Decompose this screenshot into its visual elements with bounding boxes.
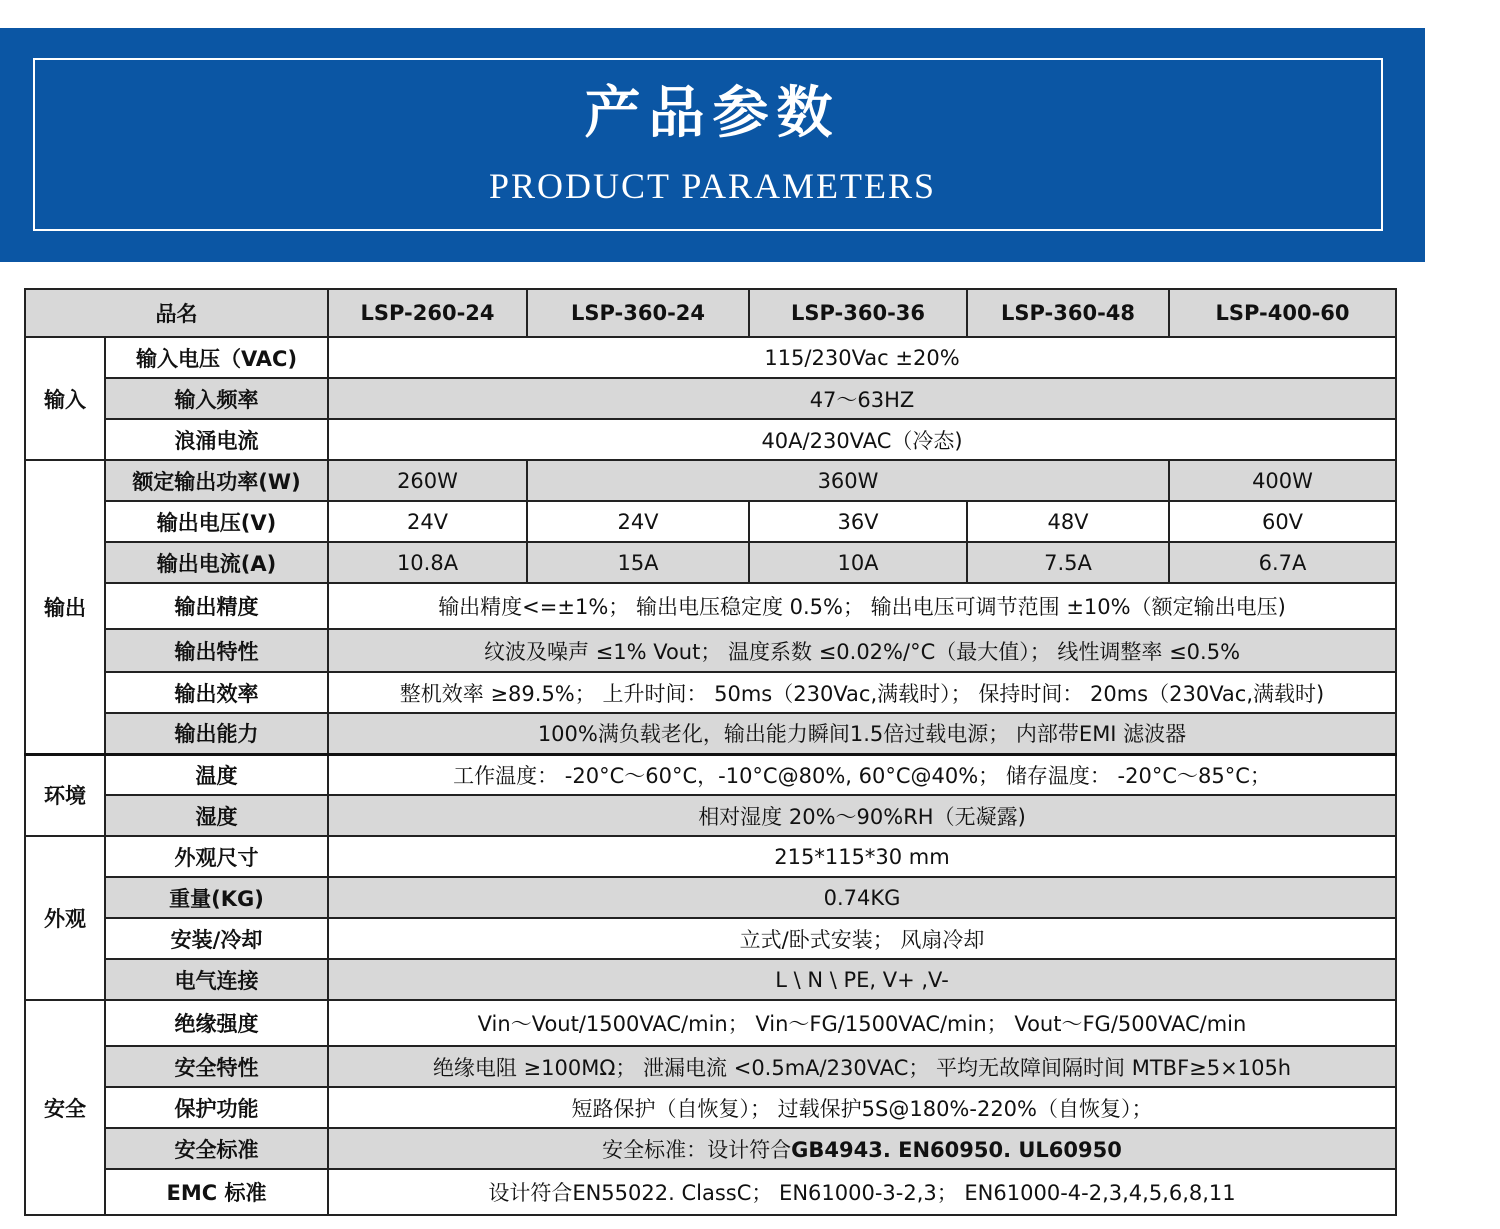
table-row (25, 337, 1396, 378)
value-safety-characteristics: 绝缘电阻 ≥100MΩ； 泄漏电流 <0.5mA/230VAC； 平均无故障间隔时间 MTBF≥5×105h (328, 1046, 1396, 1087)
table-row (25, 713, 1396, 754)
table-row (25, 754, 1396, 795)
category-output: 输出 (25, 460, 105, 754)
value-input-frequency: 47～63HZ (328, 378, 1396, 419)
value-output-characteristics: 纹波及噪声 ≤1% Vout； 温度系数 ≤0.02%/°C（最大值）； 线性调整率 ≤0.5% (328, 629, 1396, 672)
table-row (25, 501, 1396, 542)
header-product-name: 品名 (25, 289, 328, 337)
table-row (25, 959, 1396, 1000)
value-output-current-4: 7.5A (967, 542, 1169, 583)
value-output-current-1: 10.8A (328, 542, 527, 583)
value-insulation: Vin～Vout/1500VAC/min； Vin～FG/1500VAC/min； Vout～FG/500VAC/min (328, 1000, 1396, 1046)
row-label-output-capability: 输出能力 (105, 713, 328, 754)
row-label-humidity: 湿度 (105, 795, 328, 836)
table-row (25, 795, 1396, 836)
header-model-2: LSP-360-24 (527, 289, 749, 337)
value-rated-power-1: 260W (328, 460, 527, 501)
value-dimensions: 215*115*30 mm (328, 836, 1396, 877)
value-output-voltage-5: 60V (1169, 501, 1396, 542)
value-humidity: 相对湿度 20%～90%RH（无凝露) (328, 795, 1396, 836)
value-rated-power-3: 400W (1169, 460, 1396, 501)
category-safety: 安全 (25, 1000, 105, 1215)
row-label-connection: 电气连接 (105, 959, 328, 1000)
table-row (25, 672, 1396, 713)
safety-standard-codes: GB4943. EN60950. UL60950 (791, 1137, 1122, 1162)
row-label-insulation: 绝缘强度 (105, 1000, 328, 1046)
value-output-voltage-1: 24V (328, 501, 527, 542)
value-output-voltage-3: 36V (749, 501, 967, 542)
table-row (25, 419, 1396, 460)
row-label-rated-power: 额定输出功率(W) (105, 460, 328, 501)
value-output-current-3: 10A (749, 542, 967, 583)
row-label-output-efficiency: 输出效率 (105, 672, 328, 713)
row-label-output-current: 输出电流(A) (105, 542, 328, 583)
category-appearance: 外观 (25, 836, 105, 1000)
table-row (25, 378, 1396, 419)
value-protection: 短路保护（自恢复）； 过载保护5S@180%-220%（自恢复）； (328, 1087, 1396, 1128)
value-weight: 0.74KG (328, 877, 1396, 918)
value-output-voltage-4: 48V (967, 501, 1169, 542)
row-label-inrush-current: 浪涌电流 (105, 419, 328, 460)
table-row (25, 542, 1396, 583)
row-label-protection: 保护功能 (105, 1087, 328, 1128)
row-label-temperature: 温度 (105, 754, 328, 795)
table-row (25, 877, 1396, 918)
row-label-input-voltage: 输入电压（VAC) (105, 337, 328, 378)
row-label-safety-standard: 安全标准 (105, 1128, 328, 1169)
value-output-current-5: 6.7A (1169, 542, 1396, 583)
value-output-current-2: 15A (527, 542, 749, 583)
table-row (25, 1169, 1396, 1215)
header-model-3: LSP-360-36 (749, 289, 967, 337)
header-model-5: LSP-400-60 (1169, 289, 1396, 337)
table-row (25, 1046, 1396, 1087)
table-header-row (25, 289, 1396, 337)
value-installation: 立式/卧式安装； 风扇冷却 (328, 918, 1396, 959)
row-label-installation: 安装/冷却 (105, 918, 328, 959)
table-row (25, 918, 1396, 959)
row-label-emc-standard: EMC 标准 (105, 1169, 328, 1215)
table-row (25, 836, 1396, 877)
row-label-output-characteristics: 输出特性 (105, 629, 328, 672)
value-rated-power-2: 360W (527, 460, 1169, 501)
header-banner (0, 28, 1425, 262)
value-emc-standard: 设计符合EN55022. ClassC； EN61000-3-2,3； EN61000-4-2,3,4,5,6,8,11 (328, 1169, 1396, 1215)
value-output-accuracy: 输出精度<=±1%； 输出电压稳定度 0.5%； 输出电压可调节范围 ±10%（额定输出电压) (328, 583, 1396, 629)
value-output-capability: 100%满负载老化，输出能力瞬间1.5倍过载电源； 内部带EMI 滤波器 (328, 713, 1396, 754)
table-row (25, 583, 1396, 629)
row-label-weight: 重量(KG) (105, 877, 328, 918)
safety-standard-prefix: 安全标准：设计符合 (602, 1137, 792, 1162)
value-connection: L \ N \ PE, V+ ,V- (328, 959, 1396, 1000)
header-model-4: LSP-360-48 (967, 289, 1169, 337)
header-model-1: LSP-260-24 (328, 289, 527, 337)
value-temperature: 工作温度： -20°C～60°C，-10°C@80%, 60°C@40%； 储存温度： -20°C～85°C； (328, 754, 1396, 795)
table-row (25, 629, 1396, 672)
row-label-output-accuracy: 输出精度 (105, 583, 328, 629)
table-row (25, 1000, 1396, 1046)
category-input: 输入 (25, 337, 105, 460)
value-output-voltage-2: 24V (527, 501, 749, 542)
row-label-safety-characteristics: 安全特性 (105, 1046, 328, 1087)
page-subtitle: PRODUCT PARAMETERS (488, 166, 937, 206)
product-parameters-table (24, 288, 1397, 1216)
row-label-dimensions: 外观尺寸 (105, 836, 328, 877)
value-safety-standard (328, 1128, 1396, 1169)
value-inrush-current: 40A/230VAC（冷态) (328, 419, 1396, 460)
value-input-voltage: 115/230Vac ±20% (328, 337, 1396, 378)
category-environment: 环境 (25, 754, 105, 836)
row-label-input-frequency: 输入频率 (105, 378, 328, 419)
value-output-efficiency: 整机效率 ≥89.5%； 上升时间： 50ms（230Vac,满载时）； 保持时间： 20ms（230Vac,满载时) (328, 672, 1396, 713)
table-row (25, 1128, 1396, 1169)
table-row (25, 1087, 1396, 1128)
page-title: 产品参数 (584, 81, 841, 146)
table-row (25, 460, 1396, 501)
row-label-output-voltage: 输出电压(V) (105, 501, 328, 542)
